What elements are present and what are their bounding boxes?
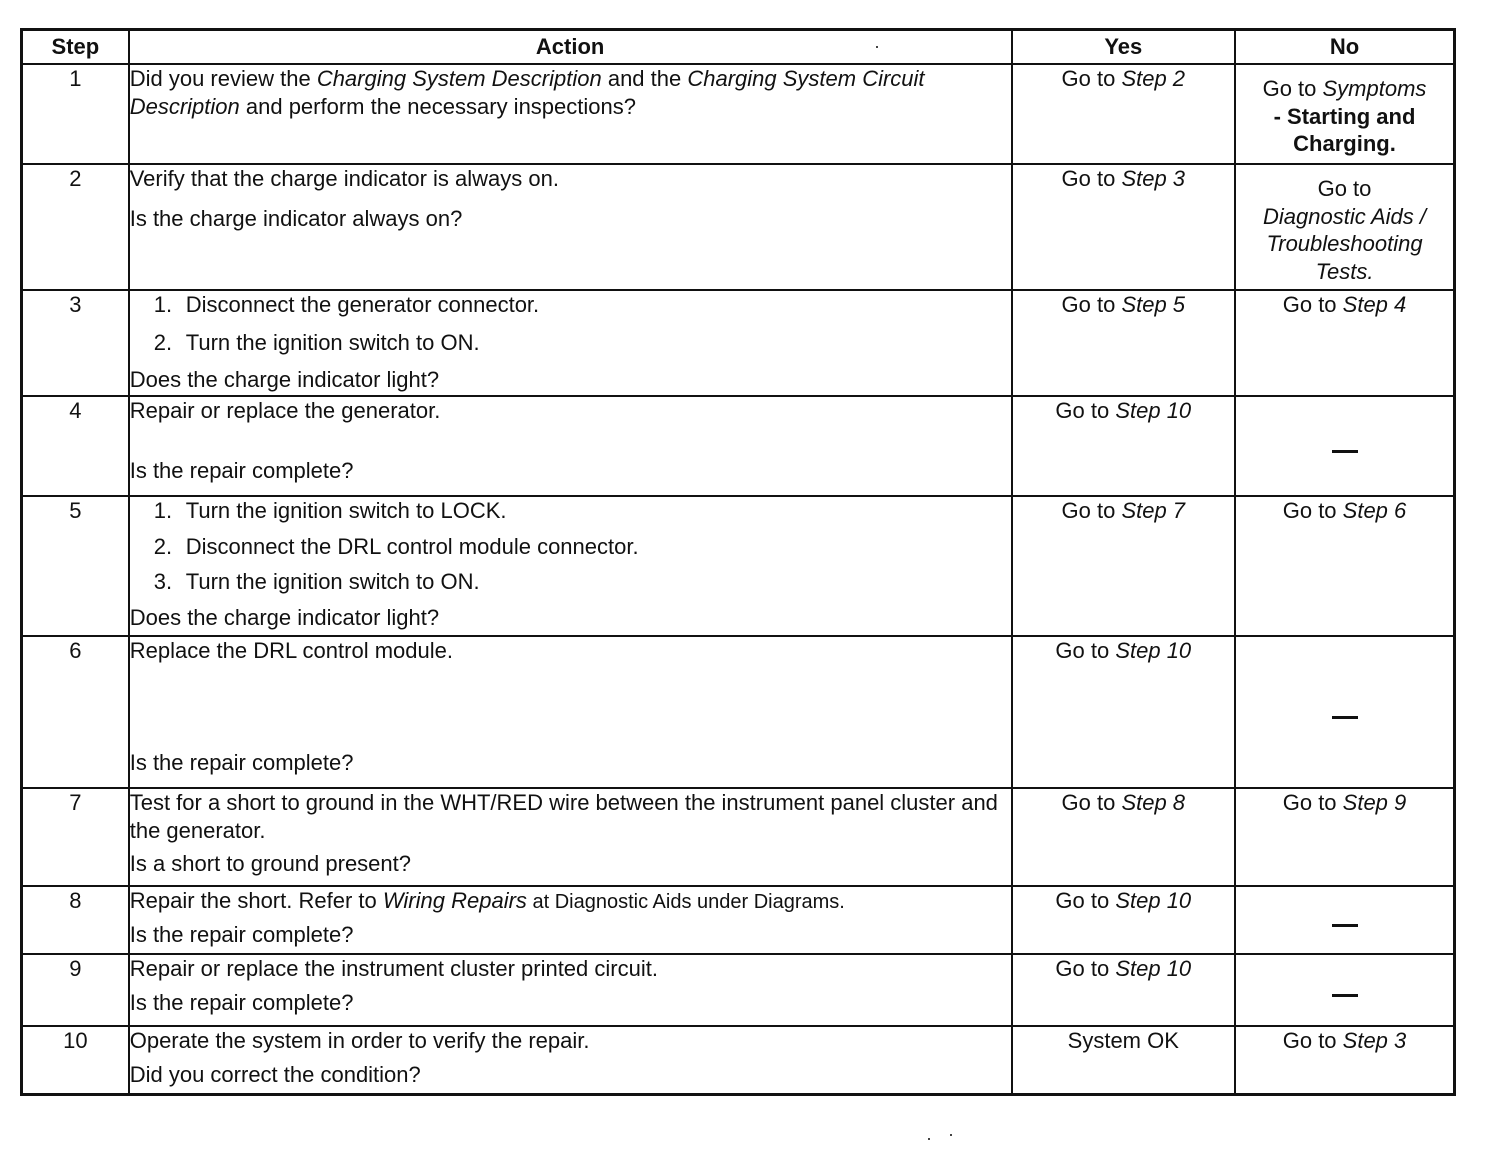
- action-cell: Repair or replace the generator. Is the repair complete?: [129, 396, 1012, 496]
- action-cell: Repair the short. Refer to Wiring Repairs at Diagnostic Aids under Diagrams. Is the repair complete?: [129, 886, 1012, 954]
- step-number: 1: [22, 64, 129, 164]
- header-step: Step: [22, 30, 129, 65]
- table-row: [22, 954, 1455, 1026]
- step-number: 6: [22, 636, 129, 788]
- scan-speck: [876, 46, 878, 48]
- action-cell: 1. Disconnect the generator connector. 2. Turn the ignition switch to ON. Does the charge indicator light?: [129, 290, 1012, 396]
- yes-cell: Go to Step 10: [1012, 396, 1235, 496]
- action-list-item: 2. Disconnect the DRL control module connector.: [153, 533, 639, 559]
- action-list-item: 3. Turn the ignition switch to ON.: [153, 569, 480, 594]
- no-cell: [1235, 636, 1454, 788]
- yes-cell: System OK: [1012, 1026, 1235, 1095]
- no-cell: Go to Diagnostic Aids / Troubleshooting Tests.: [1235, 164, 1454, 290]
- table-row: [22, 1026, 1455, 1095]
- action-cell: 1. Turn the ignition switch to LOCK. 2. Disconnect the DRL control module connector. 3. Turn the ignition switch to ON. Does the charge indicator light?: [129, 496, 1012, 636]
- header-action: Action: [129, 30, 1012, 65]
- yes-cell: Go to Step 10: [1012, 636, 1235, 788]
- no-cell: [1235, 886, 1454, 954]
- dash-mark: [1332, 924, 1358, 927]
- action-list-item: 2. Turn the ignition switch to ON.: [153, 329, 480, 355]
- scan-speck: [928, 1138, 930, 1140]
- step-number: 7: [22, 788, 129, 886]
- step-number: 5: [22, 496, 129, 636]
- no-cell: [1235, 396, 1454, 496]
- action-cell: Repair or replace the instrument cluster printed circuit. Is the repair complete?: [129, 954, 1012, 1026]
- no-cell: Go to Step 3: [1235, 1026, 1454, 1095]
- no-cell: [1235, 954, 1454, 1026]
- dash-mark: [1332, 450, 1358, 453]
- no-cell: Go to Step 6: [1235, 496, 1454, 636]
- action-cell: Replace the DRL control module. Is the repair complete?: [129, 636, 1012, 788]
- yes-cell: Go to Step 8: [1012, 788, 1235, 886]
- table-row: [22, 886, 1455, 954]
- header-row: [22, 30, 1455, 65]
- yes-cell: Go to Step 5: [1012, 290, 1235, 396]
- action-list-item: 1. Disconnect the generator connector.: [153, 292, 540, 317]
- dash-mark: [1332, 994, 1358, 997]
- no-cell: Go to Step 4: [1235, 290, 1454, 396]
- step-number: 8: [22, 886, 129, 954]
- table-row: [22, 64, 1455, 164]
- table-row: [22, 290, 1455, 396]
- table-row: [22, 636, 1455, 788]
- action-text: Did you review the Charging System Description and the Charging System Circuit Description and perform the necessary inspections?: [129, 66, 925, 119]
- step-number: 3: [22, 290, 129, 396]
- table-row: [22, 788, 1455, 886]
- header-no: No: [1235, 30, 1454, 65]
- table-row: [22, 396, 1455, 496]
- step-number: 9: [22, 954, 129, 1026]
- action-list-item: 1. Turn the ignition switch to LOCK.: [153, 498, 507, 523]
- no-cell: Go to Symptoms - Starting and Charging.: [1235, 64, 1454, 164]
- diagnostic-table: [20, 28, 1456, 1096]
- action-cell: [129, 64, 1012, 164]
- yes-cell: Go to Step 10: [1012, 954, 1235, 1026]
- step-number: 10: [22, 1026, 129, 1095]
- table-row: [22, 164, 1455, 290]
- action-cell: Test for a short to ground in the WHT/RED wire between the instrument panel cluster and the generator. Is a short to ground present?: [129, 788, 1012, 886]
- action-cell: Verify that the charge indicator is always on. Is the charge indicator always on?: [129, 164, 1012, 290]
- action-cell: Operate the system in order to verify the repair. Did you correct the condition?: [129, 1026, 1012, 1095]
- step-number: 4: [22, 396, 129, 496]
- yes-cell: Go to Step 7: [1012, 496, 1235, 636]
- yes-cell: Go to Step 3: [1012, 164, 1235, 290]
- no-cell: Go to Step 9: [1235, 788, 1454, 886]
- header-yes: Yes: [1012, 30, 1235, 65]
- dash-mark: [1332, 716, 1358, 719]
- table-row: [22, 496, 1455, 636]
- diagnostic-table-sheet: [20, 28, 1456, 1096]
- scan-speck: [950, 1134, 952, 1136]
- yes-cell: Go to Step 2: [1012, 64, 1235, 164]
- step-number: 2: [22, 164, 129, 290]
- yes-cell: Go to Step 10: [1012, 886, 1235, 954]
